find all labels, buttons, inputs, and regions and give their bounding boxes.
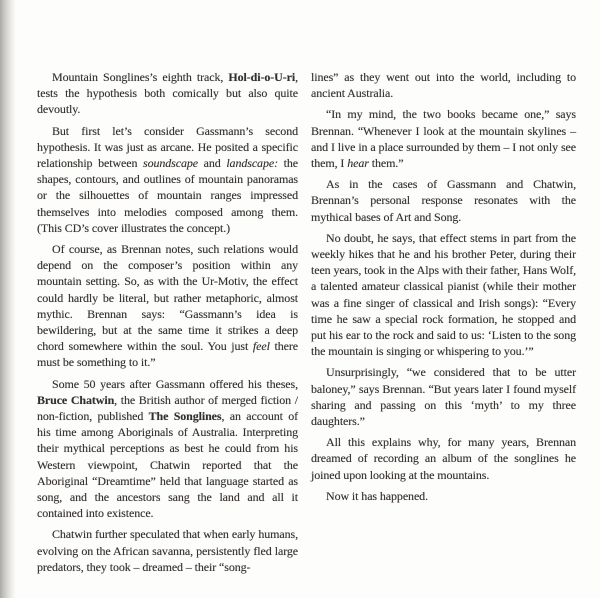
paragraph xyxy=(311,69,576,101)
left-column xyxy=(37,69,298,580)
paragraph xyxy=(311,230,576,360)
paragraph xyxy=(37,526,298,575)
paragraph xyxy=(311,364,576,429)
italic-text-run: landscape: xyxy=(226,156,278,171)
bold-text-run: Bruce Chatwin xyxy=(37,392,115,407)
text-run: As in the cases of Gassmann and Chatwin, Brennan’s personal response resonates with the mythical bases of Art and Song. xyxy=(311,177,576,224)
text-run: lines” as they went out into the world, including to ancient Australia. xyxy=(311,70,576,101)
right-column xyxy=(311,69,576,580)
paragraph xyxy=(37,241,298,371)
text-run: No doubt, he says, that effect stems in part from the weekly hikes that he and his brother Peter, during their teen years, took in the Alps with their father, Hans Wolf, a talented amateur classical pianist (while their mother was a fine singer of classical and Irish songs): “Every time he saw a special rock formation, he stopped and put his ear to the rock and said to us: ‘Listen to the song the mountain is singing or whispering to you.’” xyxy=(311,230,576,359)
scan-edge-shadow xyxy=(0,0,16,598)
text-run: and xyxy=(198,156,227,171)
text-run: “In my mind, the two books became one,” says Brennan. “Whenever I look at the mountain skylines – and I live in a place surrounded by them – I not only see them, I xyxy=(311,107,576,171)
text-run: , tests the hypothesis both comically but also quite devoutly. xyxy=(37,70,298,117)
italic-text-run: soundscape xyxy=(143,156,199,171)
text-run: Now it has happened. xyxy=(326,488,428,503)
text-run: Mountain Songlines’s eighth track, xyxy=(52,70,229,84)
text-run: , an account of his time among Aboriginals of Australia. Interpreting their mythical perceptions as best he could from his Western viewpoint, Chatwin reported that the Aboriginal “Dreamtime” held that language started as song, and the ancestors sang the land and all it contained into existence. xyxy=(37,409,299,521)
text-run: Chatwin further speculated that when early humans, evolving on the African savanna, persistently fled large predators, they took – dreamed – their “song- xyxy=(37,527,298,574)
bold-text-run: The Songlines xyxy=(148,409,222,424)
italic-text-run: feel xyxy=(252,339,270,354)
paragraph xyxy=(37,376,298,522)
text-columns xyxy=(37,69,576,580)
text-run: But first let’s consider Gassmann’s second hypothesis. It was just as arcane. He posited a specific relationship between xyxy=(37,123,298,171)
text-run: , the British author of merged fiction / non-fiction, published xyxy=(37,392,298,424)
paragraph xyxy=(37,123,298,236)
text-run: the shapes, contours, and outlines of mountain panoramas or the silhouettes of mountain ranges impressed themselves into melodies composed among them. (This CD’s cover illustrates the concept.) xyxy=(37,156,298,235)
paragraph xyxy=(37,69,298,118)
italic-text-run: hear xyxy=(347,156,369,171)
text-run: there must be something to it.” xyxy=(37,339,298,370)
text-run: them.” xyxy=(368,156,404,171)
text-run: Some 50 years after Gassmann offered his theses, xyxy=(52,376,298,391)
paragraph xyxy=(311,106,576,171)
text-run: Unsurprisingly, “we considered that to be utter baloney,” says Brennan. “But years later I found myself sharing and passing on this ‘myth’ to my three daughters.” xyxy=(311,365,576,429)
bold-text-run: Hol-di-o-U-ri xyxy=(228,70,296,84)
paragraph xyxy=(311,488,576,504)
paragraph xyxy=(311,434,576,483)
text-run: All this explains why, for many years, Brennan dreamed of recording an album of the songlines he joined upon looking at the mountains. xyxy=(311,435,576,482)
paragraph xyxy=(311,176,576,225)
text-run: Of course, as Brennan notes, such relations would depend on the composer’s position within any mountain setting. So, as with the Ur-Motiv, the effect could hardly be literal, but rather metaphoric, almost mythic. Brennan says: “Gassmann’s idea is bewildering, but at the same time it strikes a deep chord somewhere within the soul. You just xyxy=(37,242,298,354)
